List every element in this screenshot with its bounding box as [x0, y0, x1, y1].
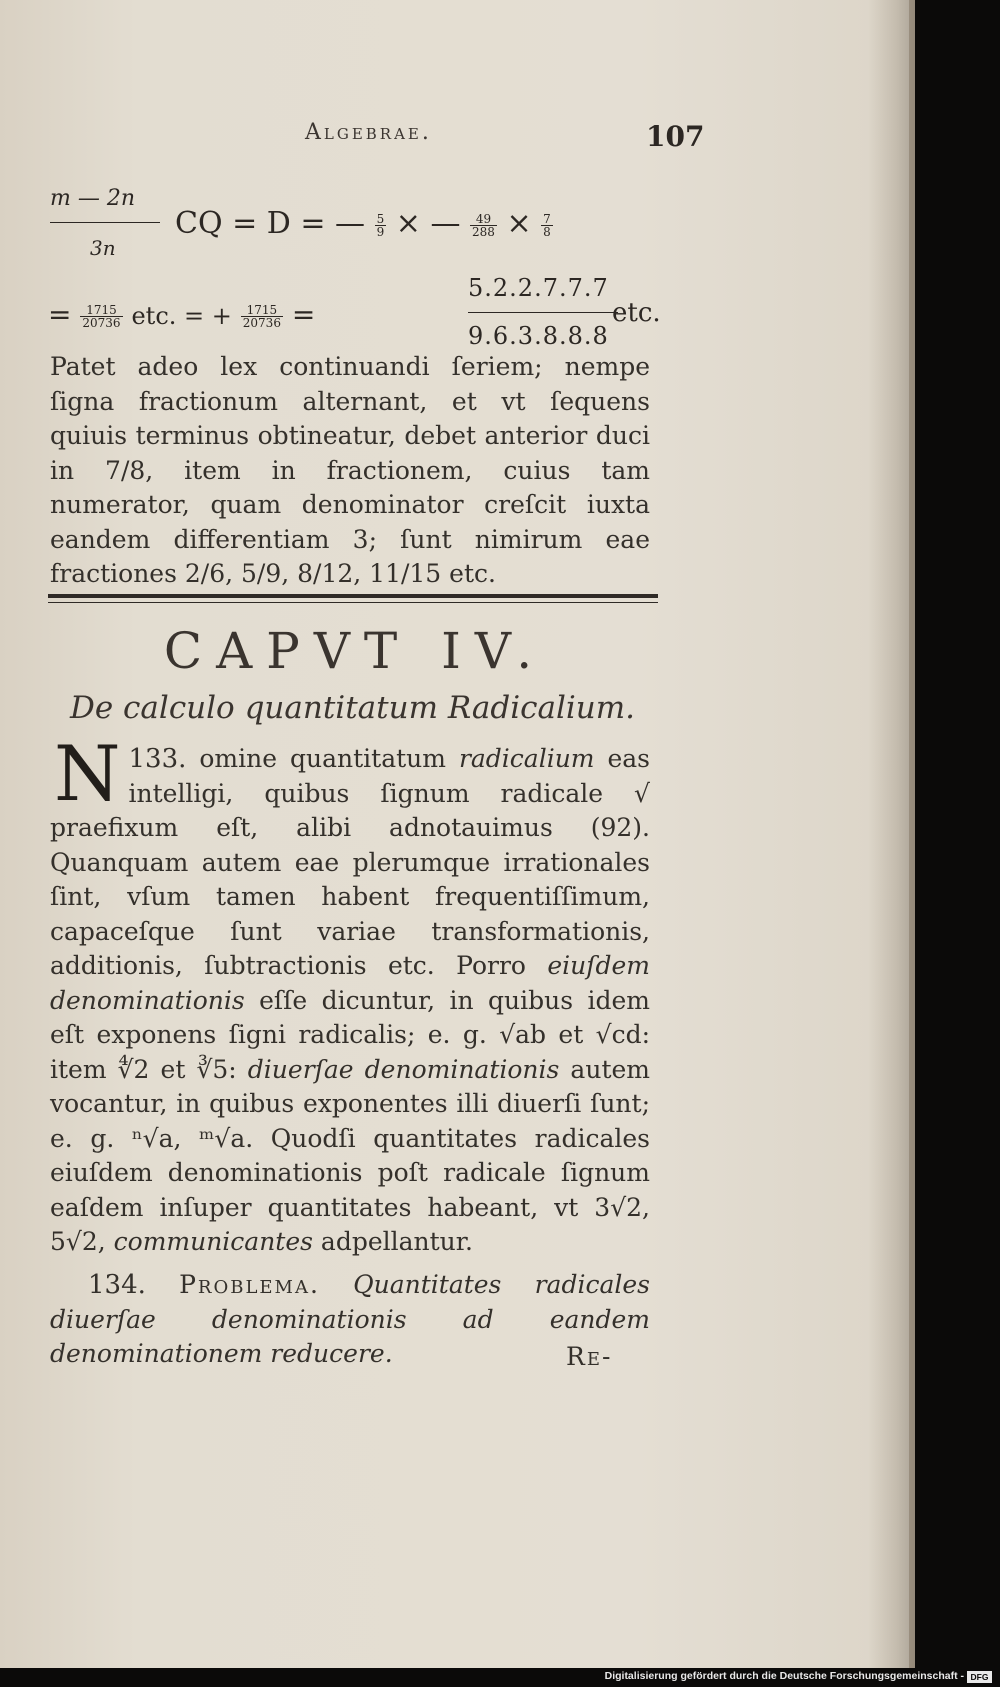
formula-line1-prefix: CQ = D = —	[175, 206, 366, 241]
text-run: eſſe dicuntur, in quibus idem eſt exponens ſigni radicalis; e. g. √ab et √cd: item ∜2 et ∛5:	[50, 985, 650, 1084]
page-edge-shadow	[868, 0, 915, 1668]
dropcap: N	[54, 729, 121, 818]
formula-fraction-numerator: m — 2n	[50, 186, 136, 211]
dfg-logo: DFG	[967, 1671, 992, 1683]
text-run: omine quantitatum	[199, 744, 459, 773]
section-133	[50, 729, 651, 1260]
chapter-subtitle: De calculo quantitatum Radicalium.	[70, 690, 635, 726]
section-134-text	[50, 1268, 650, 1372]
formula-equals: =	[291, 298, 316, 331]
section-number: 134.	[88, 1270, 146, 1300]
formula-big-bar	[468, 312, 618, 313]
formula-line-2	[48, 298, 315, 331]
formula-fraction: $\frac{7}{8}$	[543, 211, 551, 239]
catchword: Re-	[566, 1342, 613, 1371]
paragraph-series-text: Patet adeo lex continuandi ſeriem; nempe ſigna fractionum alternant, et vt ſequens quiuis terminus obtineatur, debet anterior duci in 7/8, item in fractionem, cuius tam numerator, quam denominator creſcit iuxta eandem differentiam 3; ſunt nimirum eae fractiones 2/6, 5/9, 8/12, 11/15 etc.	[50, 352, 650, 588]
paragraph-series	[50, 350, 650, 592]
section-134	[50, 1268, 650, 1372]
formula-line-1	[175, 206, 553, 241]
italic-run: communicantes	[113, 1227, 313, 1256]
section-number: 133.	[128, 744, 187, 774]
formula-fraction: $\frac{1715}{20736}$	[242, 303, 281, 330]
italic-run: eiuſdem denominationis	[50, 951, 650, 1015]
formula-fraction-denominator: 3n	[90, 236, 116, 260]
formula-fraction: $\frac{1715}{20736}$	[82, 303, 121, 330]
problem-label: Problema.	[179, 1270, 320, 1299]
formula-big-denominator: 9.6.3.8.8.8	[468, 322, 609, 350]
running-header: Algebrae.	[305, 120, 432, 145]
italic-run: Quantitates radicales diuerſae denominationis ad eandem denominationem reducere.	[50, 1270, 650, 1368]
formula-times: ×	[506, 206, 532, 241]
formula-big-numerator: 5.2.2.7.7.7	[468, 274, 609, 302]
formula-times: × —	[395, 206, 461, 241]
text-run: eas intelligi, quibus ſignum radicale √ praefixum eſt, alibi adnotauimus (92). Quanquam autem eae plerumque irrationales ſint, vſum tamen habent frequentiſſimum, capaceſque ſunt variae transformationis, additionis, ſubtractionis etc. Porro	[50, 744, 651, 980]
section-133-text	[50, 729, 651, 1260]
formula-equals: =	[48, 298, 72, 331]
chapter-title: CAPVT IV.	[163, 622, 547, 680]
formula-big-etc: etc.	[612, 298, 661, 328]
formula-etc: etc. = +	[131, 302, 232, 330]
footer-credit: Digitalisierung gefördert durch die Deutsche Forschungsgemeinschaft -	[604, 1670, 964, 1682]
formula-fraction: $\frac{5}{9}$	[376, 211, 385, 239]
text-run: adpellantur.	[312, 1227, 473, 1256]
formula-fraction: $\frac{49}{288}$	[472, 211, 495, 239]
text-run: autem vocantur, in quibus exponentes illi diuerſi ſunt; e. g. ⁿ√a, ᵐ√a. Quodſi quantitates radicales eiuſdem denominationis poſt radicale ſignum eaſdem inſuper quantitates habeant, vt 3√2, 5√2,	[50, 1054, 650, 1256]
italic-run: diuerſae denominationis	[247, 1054, 560, 1084]
italic-run: radicalium	[458, 744, 595, 773]
section-rule	[48, 594, 658, 603]
formula-fraction-bar	[50, 222, 160, 223]
page-number: 107	[646, 120, 705, 153]
